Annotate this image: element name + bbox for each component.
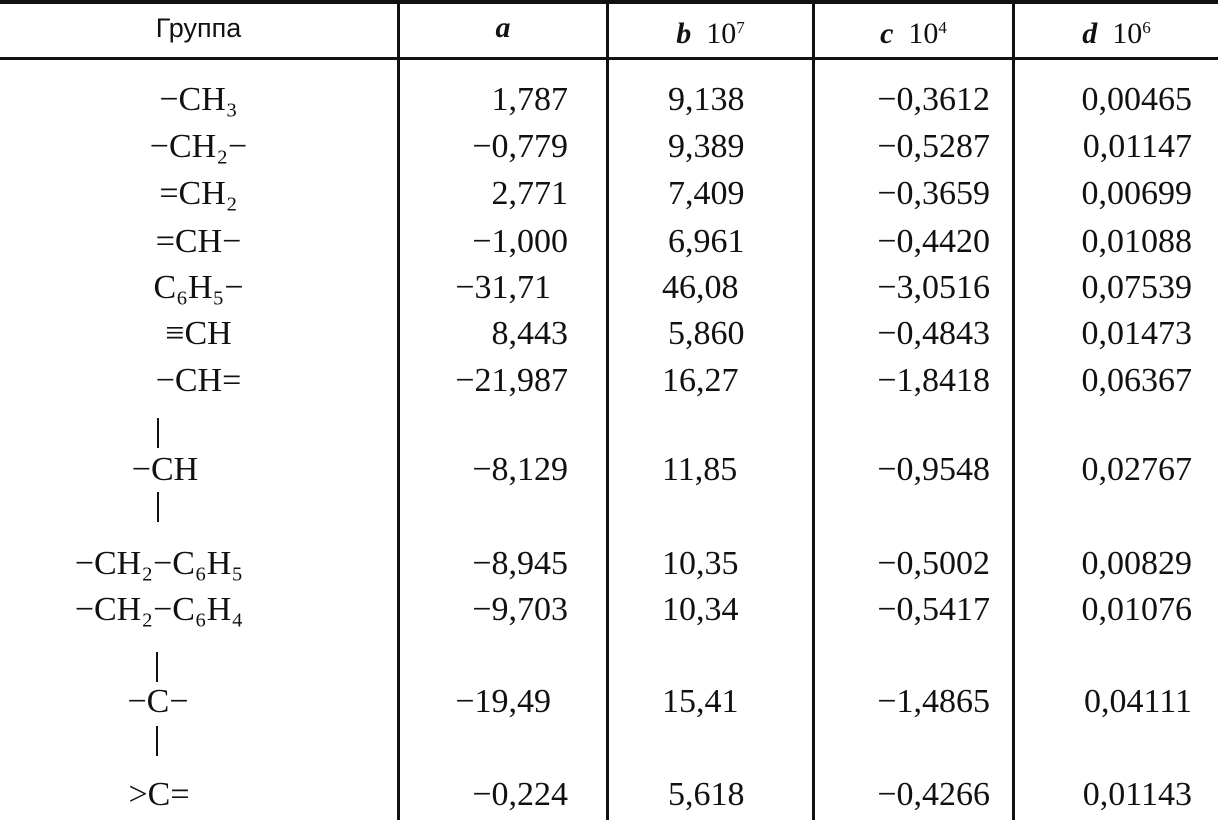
column-header-b [609, 8, 812, 48]
value-c: −1,4865 [877, 683, 990, 720]
header-c-pow: 10 [908, 17, 939, 50]
value-a: −19,49 [455, 683, 551, 720]
value-a: 8,443 [491, 315, 568, 352]
column-divider [397, 0, 400, 820]
header-d-exp: 6 [1142, 18, 1151, 37]
value-d: 0,06367 [1081, 362, 1192, 399]
header-d-pow: 10 [1112, 17, 1143, 50]
value-a: −0,224 [472, 776, 568, 813]
group-formula: =CH− [155, 223, 242, 260]
bond-line [157, 418, 159, 448]
table-top-rule [0, 0, 1218, 4]
value-d: 0,02767 [1081, 451, 1192, 488]
value-d: 0,04111 [1084, 683, 1192, 720]
value-b: 6,961 [668, 223, 745, 260]
value-c: −0,4843 [877, 315, 990, 352]
value-c: −0,4420 [877, 223, 990, 260]
value-b: 46,08 [662, 269, 739, 306]
group-formula: −CH₂−C₆H₄ [74, 591, 244, 628]
value-a: −8,945 [472, 545, 568, 582]
value-d: 0,01473 [1081, 315, 1192, 352]
value-d: 0,07539 [1081, 269, 1192, 306]
value-c: −0,5287 [877, 128, 990, 165]
value-a: −1,000 [472, 223, 568, 260]
column-header-c [815, 8, 1012, 48]
header-c-var: c [880, 17, 894, 50]
value-b: 5,860 [668, 315, 745, 352]
value-b: 15,41 [662, 683, 739, 720]
group-formula: −C− [127, 683, 189, 720]
group-formula: −CH₂− [149, 128, 248, 165]
value-c: −0,3659 [877, 175, 990, 212]
column-divider [1012, 0, 1015, 820]
header-rule [0, 57, 1218, 60]
header-d-var: d [1082, 17, 1098, 50]
value-c: −3,0516 [877, 269, 990, 306]
header-c-exp: 4 [938, 18, 947, 37]
group-formula: >C= [128, 776, 190, 813]
group-formula: C₆H₅− [153, 269, 244, 306]
value-b: 11,85 [662, 451, 738, 488]
value-b: 16,27 [662, 362, 739, 399]
value-a: 2,771 [491, 175, 568, 212]
value-d: 0,01143 [1082, 776, 1192, 813]
column-divider [812, 0, 815, 820]
value-b: 10,34 [662, 591, 739, 628]
value-a: 1,787 [491, 81, 568, 118]
value-d: 0,00699 [1081, 175, 1192, 212]
group-formula: −CH= [155, 362, 242, 399]
group-formula: −CH [131, 451, 199, 488]
value-c: −1,8418 [877, 362, 990, 399]
value-c: −0,3612 [877, 81, 990, 118]
header-b-pow: 10 [706, 17, 737, 50]
value-c: −0,9548 [877, 451, 990, 488]
value-b: 9,389 [668, 128, 745, 165]
value-c: −0,5002 [877, 545, 990, 582]
header-b-var: b [676, 17, 692, 50]
value-d: 0,00829 [1081, 545, 1192, 582]
value-c: −0,4266 [877, 776, 990, 813]
header-b-exp: 7 [736, 18, 745, 37]
value-d: 0,01088 [1081, 223, 1192, 260]
bond-line [157, 492, 159, 522]
group-formula: −CH₂−C₆H₅ [74, 545, 244, 582]
column-header-a: a [495, 11, 511, 44]
column-divider [606, 0, 609, 820]
value-b: 7,409 [668, 175, 745, 212]
value-a: −0,779 [472, 128, 568, 165]
group-formula: =CH₂ [159, 175, 238, 212]
value-a: −8,129 [472, 451, 568, 488]
value-b: 5,618 [668, 776, 745, 813]
value-d: 0,01147 [1082, 128, 1192, 165]
column-header-group: Группа [155, 13, 242, 43]
value-a: −31,71 [455, 269, 551, 306]
value-a: −21,987 [455, 362, 568, 399]
value-a: −9,703 [472, 591, 568, 628]
group-formula: ≡CH [165, 315, 232, 352]
group-formula: −CH₃ [159, 81, 238, 118]
bond-line [156, 726, 158, 756]
value-d: 0,00465 [1081, 81, 1192, 118]
value-b: 9,138 [668, 81, 745, 118]
value-d: 0,01076 [1081, 591, 1192, 628]
value-b: 10,35 [662, 545, 739, 582]
value-c: −0,5417 [877, 591, 990, 628]
column-header-d [1015, 8, 1218, 48]
bond-line [156, 652, 158, 682]
